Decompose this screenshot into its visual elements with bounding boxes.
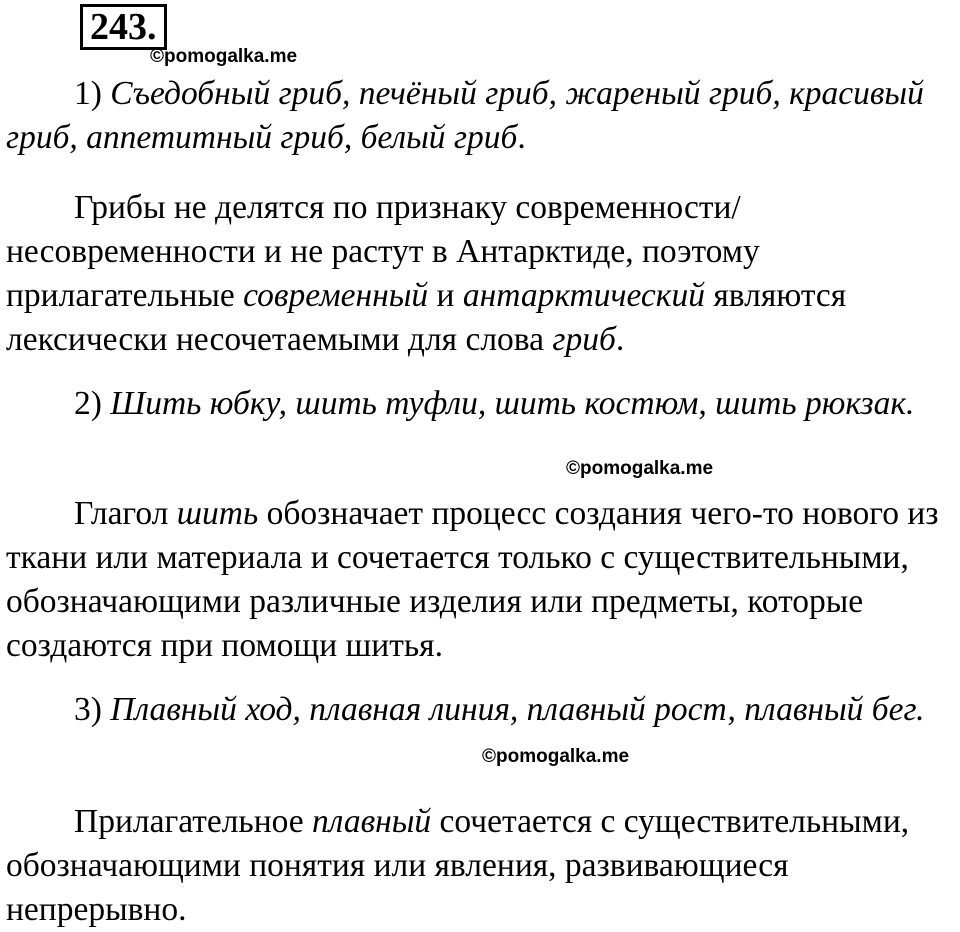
highlighted-word: современный [243,277,429,314]
example-1-paragraph: 1) Съедобный гриб, печёный гриб, жареный гриб, красивый гриб, аппетитный гриб, белый гриб. [6,75,924,156]
explanation-2-paragraph: Глагол шить обозначает процесс создания чего-то нового из ткани или материала и сочетается только с существительными, обозначающими различные изделия или предметы, которые создаются при помощи шитья. [6,495,939,664]
watermark: ©pomogalka.me [482,746,630,767]
watermark: ©pomogalka.me [150,46,298,67]
example-3-phrases: Плавный ход, плавная линия, плавный рост, плавный бег. [110,691,925,728]
watermark: ©pomogalka.me [566,458,714,479]
example-1-number: 1) [74,75,102,112]
example-3-number: 3) [74,691,102,728]
highlighted-word: плавный [312,803,432,840]
example-2-phrases: Шить юбку, шить туфли, шить костюм, шить рюкзак. [110,385,915,422]
explanation-1-paragraph: Грибы не делятся по признаку современности/несовременности и не растут в Антарктиде, поэтому прилагательные современный и антарктический являются лексически несочетаемыми для слова гриб. [6,189,847,358]
task-number: 243. [80,4,167,50]
example-3-paragraph [6,688,958,732]
highlighted-word: шить [176,495,259,532]
highlighted-word: антарктический [462,277,705,314]
example-2-number: 2) [74,385,102,422]
explanation-3-paragraph: Прилагательное плавный сочетается с существительными, обозначающими понятия или явления, развивающиеся непрерывно. [6,803,910,928]
example-1-phrases: Съедобный гриб, печёный гриб, жареный гриб, красивый гриб, аппетитный гриб, белый гриб [6,75,924,156]
highlighted-word: гриб [552,321,616,358]
example-2-paragraph [6,382,958,426]
